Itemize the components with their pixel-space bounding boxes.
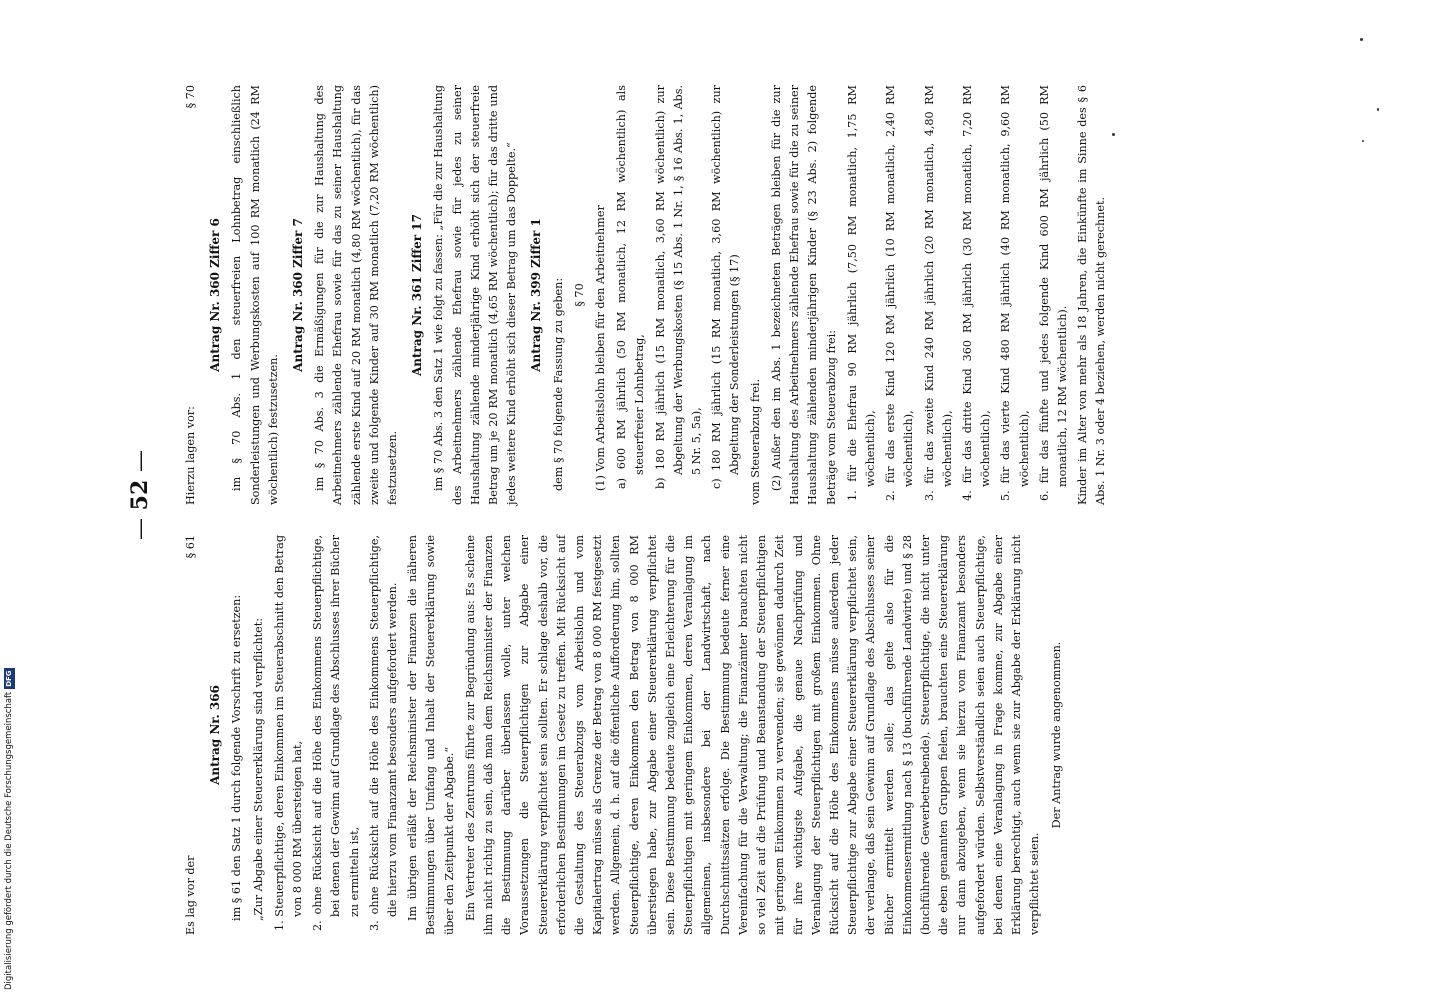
section-label: § 61 (184, 535, 197, 559)
paragraph: im § 70 Abs. 3 die Ermäßigungen für die zur Haushaltung des Arbeitnehmers zählende Ehefrau sowie für das zu seiner Haushaltung zählende erste Kind auf 20 RM monatlich (4,80 RM wöchentlich), für das zweite und folgende Kinder auf 30 RM monatlich (7,20 RM wöchentlich) festzusetzen. (313, 85, 400, 505)
motion-title: Antrag Nr. 360 Ziffer 6 (208, 218, 223, 372)
intro-text: Es lag vor der (184, 855, 197, 935)
list-item: 2. für das erste Kind 120 RM jährlich (10 RM monatlich, 2,40 RM wöchentlich), (884, 85, 916, 501)
list-item: 3. ohne Rücksicht auf die Höhe des Einkommens Steuerpflichtige, die hierzu vom Finanzamt besonders aufgefordert werden. (367, 535, 400, 931)
right-column (182, 85, 1108, 505)
list-item: 3. für das zweite Kind 240 RM jährlich (20 RM monatlich, 4,80 RM wöchentlich), (922, 85, 954, 501)
list-item: a) 600 RM jährlich (50 RM monatlich, 12 RM wöchentlich) als steuerfreier Lohnbetrag, (615, 85, 647, 489)
paragraph: (2) Außer den im Abs. 1 bezeichneten Beträgen bleiben für die zur Haushaltung des Arbeitnehmers zählende Ehefrau sowie für die zu seiner Haushaltung zählenden minderjährigen Kinder (§ 23 Abs. 2) folgende Beträge vom Steuerabzug frei: (769, 85, 838, 505)
list-item: 2. ohne Rücksicht auf die Höhe des Einkommens Steuerpflichtige, bei denen der Gewinn auf Grundlage des Abschlusses ihrer Bücher zu ermitteln ist, (311, 535, 361, 931)
paragraph: „Zur Abgabe einer Steuererklärung sind verpflichtet: (251, 617, 265, 921)
paragraph: Ein Vertreter des Zentrums führte zur Begründung aus: Es scheine ihm nicht richtig zu sein, daß man dem Reichsminister der Finanzen die Bestimmung darüber überlassen wolle, unter welchen Voraussetzungen die Steuerpflichtigen zur Abgabe einer Steuererklärung verpflichtet sein sollten. Er schlage deshalb vor, die erforderlichen Bestimmungen im Gesetz zu treffen. Mit Rücksicht auf die Gestaltung des Steuerabzugs vom Arbeitslohn und vom Kapitalertrag müsse als Grenze der Betrag von 8 000 RM festgesetzt werden. Allgemein, d. h. auf die öffentliche Aufforderung hin, sollten Steuerpflichtige, deren Einkommen den Betrag von 8 000 RM überstiegen habe, zur Abgabe einer Steuererklärung verpflichtet sein. Diese Bestimmung bedeute zugleich eine Erleichterung für die Steuerpflichtigen mit geringem Einkommen, deren Veranlagung im allgemeinen, insbesondere bei der Landwirtschaft, nach Durchschnittssätzen erfolge. Die Bestimmung bedeute ferner eine Vereinfachung für die Verwaltung; die Finanzämter brauchten nicht so viel Zeit auf die Prüfung und Beanstandung der Steuerpflichtigen mit geringem Einkommen zu verwenden; sie gewönnen dadurch Zeit für ihre wichtigste Aufgabe, die genaue Nachprüfung und Veranlagung der Steuerpflichtigen mit großem Einkommen. Ohne Rücksicht auf die Höhe des Einkommens müsse außerdem jeder Steuerpflichtige zur Abgabe einer Steuererklärung verpflichtet sein, der verlange, daß sein Gewinn auf Grundlage des Abschlusses seiner Bücher ermittelt werden solle; das gelte also für die Einkommensermittlung nach § 13 (buchführende Landwirte) und § 28 (buchführende Gewerbetreibende). Steuerpflichtige, die nicht unter die eben genannten Gruppen fielen, brauchten eine Steuererklärung nur dann abzugeben, wenn sie hierzu vom Finanzamt besonders aufgefordert würden. Selbstverständlich seien auch Steuerpflichtige, bei denen eine Veranlagung in Frage komme, zur Abgabe einer Erklärung berechtigt, auch wenn sie zur Abgabe der Erklärung nicht verpflichtet seien. (463, 535, 1042, 935)
paragraph: dem § 70 folgende Fassung zu geben: (551, 277, 565, 491)
document-page (127, 55, 1417, 935)
list-item: 5. für das vierte Kind 480 RM jährlich (40 RM monatlich, 9,60 RM wöchentlich), (999, 85, 1031, 501)
list-item: 4. für das dritte Kind 360 RM jährlich (30 RM monatlich, 7,20 RM wöchentlich), (960, 85, 993, 501)
motion-title: Antrag Nr. 399 Ziffer 1 (529, 218, 544, 372)
list-item: 1. Steuerpflichtige, deren Einkommen im Steuerabschnitt den Betrag von 8 000 RM übersteigen hat, (272, 535, 305, 931)
page-header (127, 55, 167, 935)
section-label: § 70 (184, 85, 197, 109)
result-line: Der Antrag wurde angenommen. (1050, 641, 1064, 829)
page-number: 52 (127, 479, 153, 511)
list-item: 6. für das fünfte und jedes folgende Kind 600 RM jährlich (50 RM monatlich, 12 RM wöchentlich). (1037, 85, 1069, 501)
motion-title: Antrag Nr. 366 (208, 685, 223, 785)
paragraph: Im übrigen erläßt der Reichsminister der Finanzen die näheren Bestimmungen über Umfang und Inhalt der Steuererklärung sowie über den Zeitpunkt der Abgabe.“ (406, 535, 456, 935)
list-item: 1. für die Ehefrau 90 RM jährlich (7,50 RM monatlich, 1,75 RM wöchentlich), (845, 85, 877, 501)
dfg-logo: DFG (5, 670, 13, 687)
paragraph: im § 70 Abs. 3 den Satz 1 wie folgt zu fassen: „Für die zur Haushaltung des Arbeitnehmers zählende Ehefrau sowie für jedes zu seiner Haushaltung zählende minderjährige Kind erhöht sich der steuerfreie Betrag um je 20 RM monatlich (4,65 RM wöchentlich); für das dritte und jedes weitere Kind erhöht sich dieser Betrag um das Doppelte.“ (432, 85, 519, 505)
paragraph: Kinder im Alter von mehr als 18 Jahren, die Einkünfte im Sinne des § 6 Abs. 1 Nr. 3 oder 4 beziehen, werden nicht gerechnet. (1076, 85, 1108, 505)
motion-title: Antrag Nr. 361 Ziffer 17 (410, 213, 425, 377)
paragraph: (1) Vom Arbeitslohn bleiben für den Arbeitnehmer (594, 205, 608, 491)
paragraph: vom Steuerabzug frei. (748, 378, 762, 505)
list-item: b) 180 RM jährlich (15 RM monatlich, 3,60 RM wöchentlich) zur Abgeltung der Werbungskosten (§ 15 Abs. 1 Nr. 1, § 16 Abs. 1, Abs. 5 Nr. 5, 5a), (653, 85, 704, 489)
left-column-heading (182, 535, 200, 935)
motion-title: Antrag Nr. 360 Ziffer 7 (291, 218, 306, 372)
left-column (182, 535, 1064, 935)
funding-text: Digitalisierung gefördert durch die Deutsche Forschungsgemeinschaft (4, 691, 14, 990)
section-label: § 70 (572, 283, 586, 307)
scan-speck (1360, 38, 1363, 41)
right-column-heading (182, 85, 200, 505)
intro-text: Hierzu lagen vor: (184, 406, 197, 505)
digitization-note-text (2, 600, 16, 990)
paragraph: im § 70 Abs. 1 den steuerfreien Lohnbetrag einschließlich Sonderleistungen und Werbungskosten auf 100 RM monatlich (24 RM wöchentlich) festzusetzen. (230, 85, 280, 505)
page-dash-right: — (128, 450, 153, 473)
paragraph: im § 61 den Satz 1 durch folgende Vorschrift zu ersetzen: (230, 594, 244, 921)
page-dash-left: — (128, 517, 153, 540)
digitization-note (2, 600, 16, 990)
list-item: c) 180 RM jährlich (15 RM monatlich, 3,60 RM wöchentlich) zur Abgeltung der Sonderleistungen (§ 17) (710, 85, 742, 489)
